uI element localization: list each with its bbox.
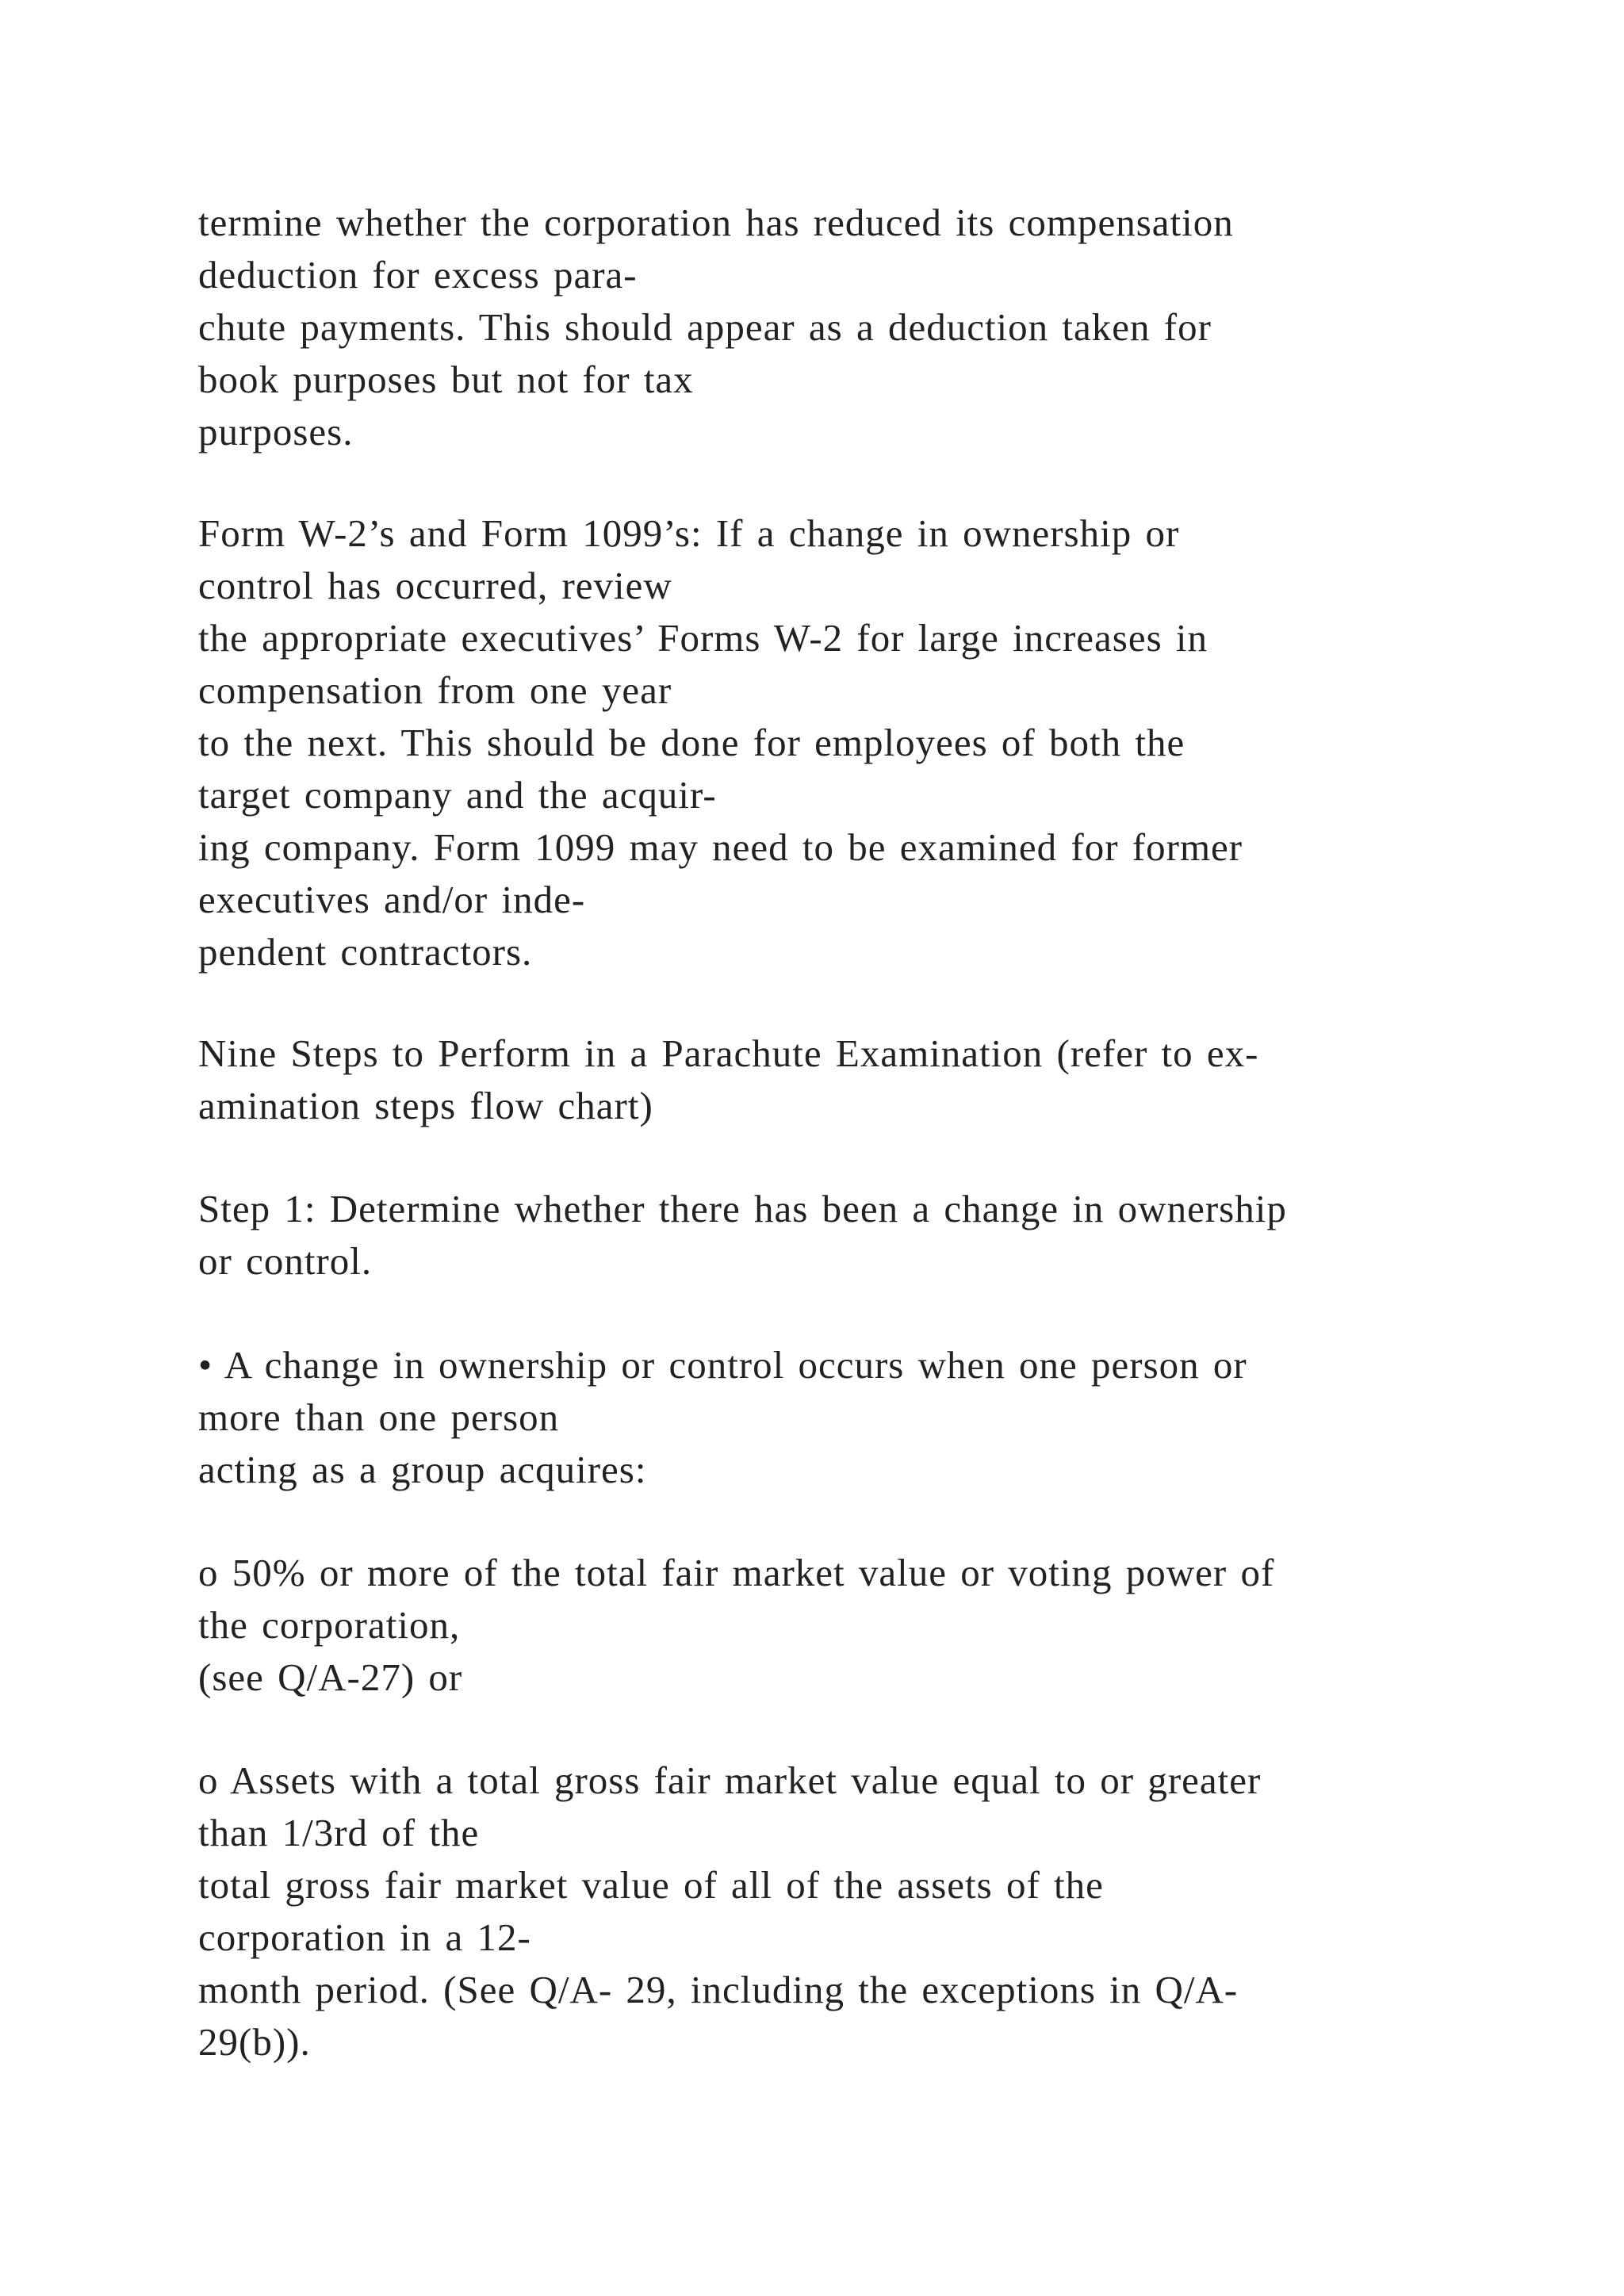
sub-bullet-fifty-percent — [198, 1547, 1546, 1704]
text-line: pendent contractors. — [198, 930, 533, 974]
heading-nine-steps — [198, 1027, 1546, 1132]
bullet-change-in-ownership — [198, 1339, 1546, 1496]
sub-bullet-assets — [198, 1755, 1546, 2068]
text-line: target company and the acquir- — [198, 773, 717, 817]
text-line: amination steps flow chart) — [198, 1084, 653, 1127]
text-line: acting as a group acquires: — [198, 1448, 647, 1491]
text-line: o 50% or more of the total fair market value or voting power of — [198, 1551, 1275, 1594]
text-line: compensation from one year — [198, 668, 672, 712]
text-line: purposes. — [198, 410, 354, 453]
text-line: o Assets with a total gross fair market value equal to or greater — [198, 1758, 1262, 1802]
text-line: corporation in a 12- — [198, 1915, 531, 1959]
text-line: than 1/3rd of the — [198, 1811, 480, 1854]
text-line: or control. — [198, 1239, 373, 1283]
text-line: deduction for excess para- — [198, 253, 638, 297]
text-line: total gross fair market value of all of the assets of the — [198, 1863, 1104, 1907]
text-line: Nine Steps to Perform in a Parachute Examination (refer to ex- — [198, 1031, 1259, 1075]
text-line: control has occurred, review — [198, 564, 672, 607]
text-line: to the next. This should be done for employees of both the — [198, 721, 1185, 764]
text-line: executives and/or inde- — [198, 878, 586, 921]
text-line: the appropriate executives’ Forms W-2 for large increases in — [198, 616, 1208, 660]
text-line: Form W-2’s and Form 1099’s: If a change in ownership or — [198, 511, 1180, 555]
text-line: (see Q/A-27) or — [198, 1655, 463, 1699]
text-line: more than one person — [198, 1395, 560, 1439]
paragraph-parachute-deduction — [198, 197, 1546, 458]
text-line: book purposes but not for tax — [198, 358, 694, 401]
text-line: 29(b)). — [198, 2020, 311, 2064]
text-line: • A change in ownership or control occurs when one person or — [198, 1343, 1247, 1387]
text-line: chute payments. This should appear as a deduction taken for — [198, 305, 1212, 349]
text-line: termine whether the corporation has reduced its compensation — [198, 201, 1234, 244]
text-line: Step 1: Determine whether there has been a change in ownership — [198, 1187, 1287, 1230]
text-line: month period. (See Q/A- 29, including the exceptions in Q/A- — [198, 1968, 1239, 2011]
text-line: the corporation, — [198, 1603, 461, 1647]
text-line: ing company. Form 1099 may need to be examined for former — [198, 825, 1243, 869]
step-1 — [198, 1183, 1546, 1288]
paragraph-form-w2-1099 — [198, 507, 1546, 978]
